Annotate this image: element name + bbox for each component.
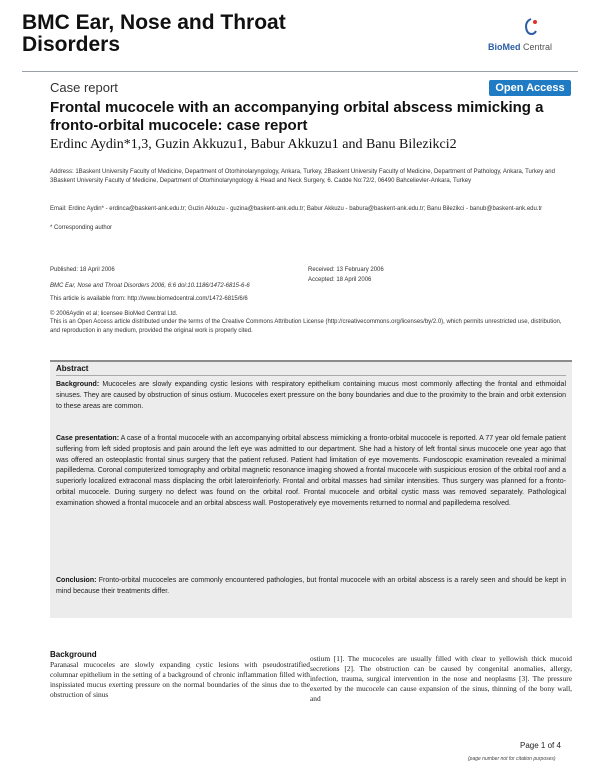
body-column-right: ostium [1]. The mucoceles are usually filled with clear to yellowish thick mucoid secretions [2]. The obstruction can be caused by congenital anomalies, allergy, infection, trauma, surgical intervention in the nose and neoplasms [3]. The pressure exerted by the mucocele can cause expansion of the sinus, thinning of the bony wall, and (310, 654, 572, 703)
abstract-background-label: Background: (56, 381, 100, 388)
corresponding-author-note: * Corresponding author (50, 225, 113, 231)
article-title: Frontal mucocele with an accompanying orbital abscess mimicking a fronto-orbital mucocele: case report (50, 99, 544, 134)
abstract-conclusion-label: Conclusion: (56, 577, 97, 584)
section-heading-background: Background (50, 650, 97, 659)
copyright: © 2006Aydin et al; licensee BioMed Central Ltd. (50, 311, 178, 317)
published-date: Published: 18 April 2006 (50, 267, 115, 273)
page-number: Page 1 of 4 (520, 741, 561, 750)
abstract-heading: Abstract (56, 364, 89, 373)
journal-title-line2: Disorders (22, 33, 121, 56)
open-access-badge[interactable]: Open Access (489, 80, 571, 96)
license-text: This is an Open Access article distributed under the terms of the Creative Commons Attribution License (http://creativecommons.org/licenses/by/2.0), which permits unrestricted use, distribution, and reproduction in any medium, provided the original work is properly cited. (50, 319, 562, 334)
article-url[interactable]: This article is available from: http://www.biomedcentral.com/1472-6815/6/6 (50, 296, 248, 302)
journal-title-line1: BMC Ear, Nose and Throat (22, 11, 286, 34)
author-emails[interactable]: Email: Erdinc Aydin* - erdinca@baskent-ank.edu.tr; Guzin Akkuzu - guzina@baskent-ank.edu.tr; Babur Akkuzu - babura@baskent-ank.edu.tr; Banu Bilezikci - banub@baskent-ank.edu.tr (50, 206, 543, 212)
header-divider (22, 71, 578, 72)
abstract-divider (56, 375, 566, 376)
citation: BMC Ear, Nose and Throat Disorders 2006, 6:6 doi:10.1186/1472-6815-6-6 (50, 283, 250, 289)
logo-bio: BioMed (488, 42, 521, 52)
logo-central: Central (520, 42, 553, 52)
abstract-case-presentation (56, 434, 566, 510)
abstract-case-label: Case presentation: (56, 435, 120, 442)
received-date: Received: 13 February 2006 (308, 267, 384, 273)
journal-title (22, 12, 422, 56)
abstract-background (56, 380, 566, 412)
author-list: Erdinc Aydin*1,3, Guzin Akkuzu1, Babur Akkuzu1 and Banu Bilezikci2 (50, 137, 457, 152)
page-number-note: (page number not for citation purposes) (468, 756, 556, 762)
biomed-central-logo (488, 18, 578, 54)
body-column-left: Paranasal mucoceles are slowly expanding cystic lesions with pseudostratified columnar epithelium in the setting of a background of chronic inflammation filled with inspissiated mucus exerting pressure on the normal boundaries of the sinus due to the obstruction of sinus (50, 660, 310, 699)
abstract-conclusion (56, 576, 566, 598)
accepted-date: Accepted: 18 April 2006 (308, 277, 372, 283)
biomed-logo-icon (524, 18, 538, 36)
affiliations: Address: 1Baskent University Faculty of Medicine, Department of Otorhinolaryngology, Ankara, Turkey, 2Baskent University Faculty of Medicine, Department of Pathology, Ankara, Turkey and 3Baskent University Faculty of Medicine, Department of Otorhinolaryngology & Head and Neck Surgery, 6. Cadde No:72/2, 06490 Bahcelievler-Ankara, Turkey (50, 169, 555, 184)
abstract-background-text: Mucoceles are slowly expanding cystic lesions with respiratory epithelium containing mucus most commonly affecting the frontal and ethmoidal sinuses. They are caused by obstruction of sinus ostium. Mucoceles exert pressure on the bony boundaries and due to the proximity to the brain and orbit extension to these areas are common. (56, 381, 566, 410)
abstract-case-text: A case of a frontal mucocele with an accompanying orbital abscess mimicking a fronto-orbital mucocele is reported. A 77 year old female patient suffering from left sided proptosis and pain around the left eye was admitted to our department. She had a history of left frontal sinus mucocele one year ago that was offered an osteoplastic frontal sinus surgery that the patient refused. Patient had limitation of eye movements. Fundoscopic examination revealed a minimal papilledema. Coronal computerized tomography and orbital magnetic resonance imaging showed a frontal mucocele with suspicious erosion of the orbital roof and a superiorly localized extraconal mass displacing the orbit lateroinferiorly. Frontal and orbital masses had similar intensities. Thus surgery was planned for a fronto-orbital mucocele. During surgery no defect was found on the orbital roof. Frontal mucocele and orbital cystic mass was removed separately. Pathological examination showed a frontal mucocele and an orbital abscess wall. Postoperatively eye movements returned to normal and papilledema resolved. (56, 435, 566, 507)
article-type: Case report (50, 80, 118, 95)
abstract-conclusion-text: Fronto-orbital mucoceles are commonly encountered pathologies, but frontal mucocele with an orbital abscess is a rarely seen and should be kept in mind because their treatments differ. (56, 577, 566, 595)
